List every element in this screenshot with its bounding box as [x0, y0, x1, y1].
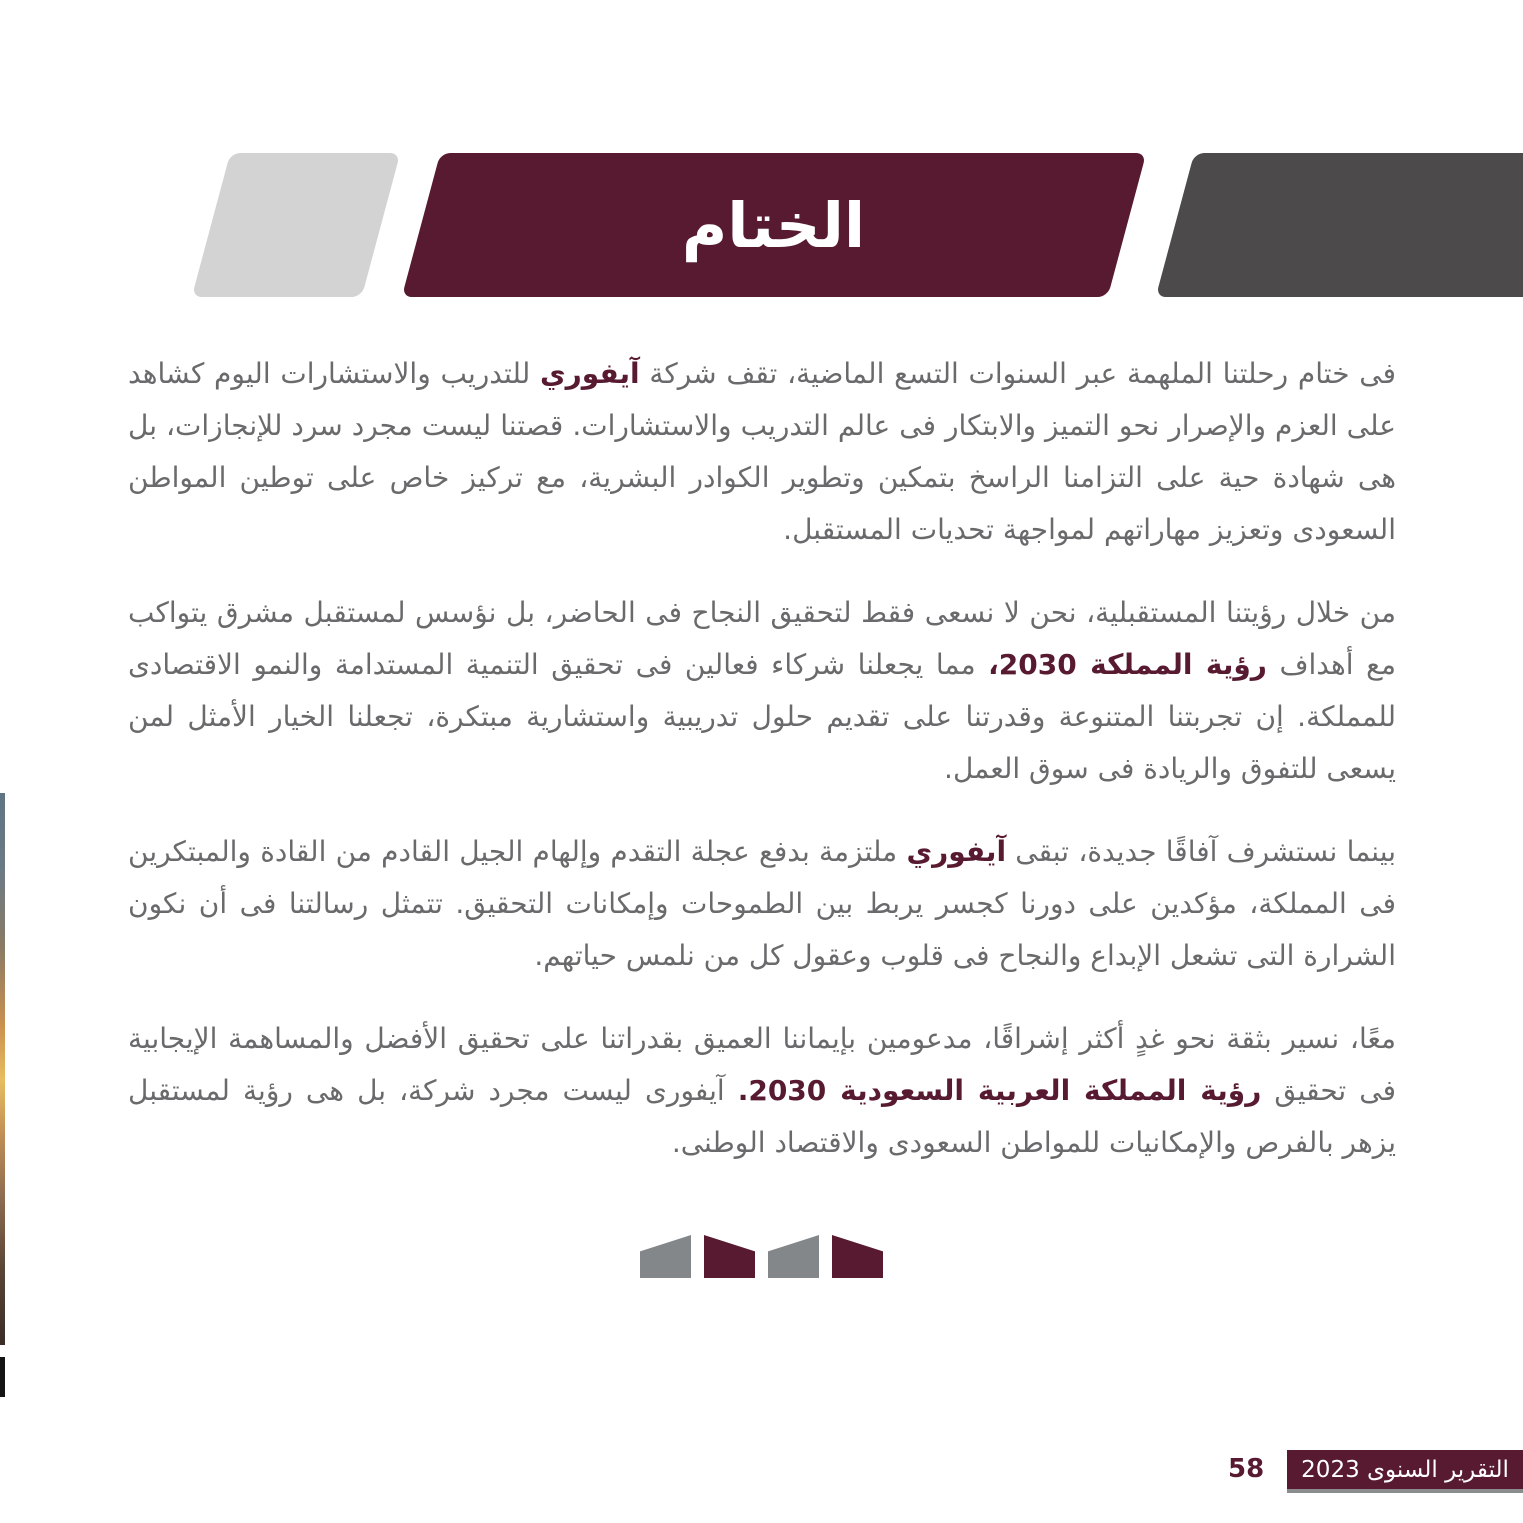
section-title: الختام — [682, 188, 866, 262]
decor-shape-maroon — [704, 1235, 755, 1278]
body-text-run: فى ختام رحلتنا الملهمة عبر السنوات التسع الماضية، تقف شركة — [639, 357, 1396, 390]
paragraph — [128, 348, 1396, 556]
highlighted-text: آيفوري — [540, 357, 640, 390]
highlighted-text: رؤية المملكة العربية السعودية 2030. — [737, 1074, 1262, 1107]
footer-report-bar — [1287, 1450, 1523, 1489]
body-text-run: بينما نستشرف آفاقًا جديدة، تبقى — [1006, 835, 1396, 868]
body-text-run: ملتزمة بدفع عجلة التقدم وإلهام الجيل القادم من القادة والمبتكرين فى المملكة، مؤكدين على دورنا كجسر يربط بين الطموحات وإمكانات التحقيق. تتمثل رسالتنا فى أن نكون الشرارة التى تشعل الإبداع والنجاح فى قلوب وعقول كل من نلمس حياتهم. — [128, 835, 1396, 972]
body-text-run: من خلال رؤيتنا المستقبلية، نحن لا نسعى فقط لتحقيق النجاح فى الحاضر، بل نؤسس لمستقبل مشرق يتواكب مع أهداف — [128, 596, 1396, 681]
body-text-run: مما يجعلنا شركاء فعالين فى تحقيق التنمية المستدامة والنمو الاقتصادى للمملكة. إن تجربتنا المتنوعة وقدرتنا على تقديم حلول تدريبية واستشارية مبتكرة، تجعلنا الخيار الأمثل لمن يسعى للتفوق والريادة فى سوق العمل. — [128, 648, 1396, 785]
header-decor-dark-parallelogram — [1156, 153, 1523, 297]
left-edge-black-sliver — [0, 1357, 5, 1397]
decor-shape-maroon — [832, 1235, 883, 1278]
footer-bar-shadow — [1287, 1489, 1523, 1493]
highlighted-text: رؤية المملكة 2030، — [988, 648, 1267, 681]
paragraph — [128, 826, 1396, 982]
decor-shapes-row — [640, 1235, 883, 1278]
page-number: 58 — [1228, 1454, 1265, 1484]
highlighted-text: آيفوري — [906, 835, 1007, 868]
decor-shape-gray — [768, 1235, 819, 1278]
left-edge-image-sliver — [0, 793, 5, 1345]
body-text-run: آيفورى ليست مجرد شركة، بل هى رؤية لمستقبل يزهر بالفرص والإمكانيات للمواطن السعودى والاقتصاد الوطنى. — [128, 1074, 1396, 1159]
body-text-run: للتدريب والاستشارات اليوم كشاهد على العزم والإصرار نحو التميز والابتكار فى عالم التدريب والاستشارات. قصتنا ليست مجرد سرد للإنجازات، بل هى شهادة حية على التزامنا الراسخ بتمكين وتطوير الكوادر البشرية، مع تركيز خاص على توطين المواطن السعودى وتعزيز مهاراتهم لمواجهة تحديات المستقبل. — [128, 357, 1396, 546]
footer-report-label: التقرير السنوى 2023 — [1301, 1456, 1509, 1483]
paragraph — [128, 1013, 1396, 1169]
paragraph — [128, 587, 1396, 795]
decor-shape-gray — [640, 1235, 691, 1278]
body-text-run: معًا، نسير بثقة نحو غدٍ أكثر إشراقًا، مدعومين بإيماننا العميق بقدراتنا على تحقيق الأفضل والمساهمة الإيجابية فى تحقيق — [128, 1022, 1396, 1107]
section-title-banner — [402, 153, 1147, 297]
header-decor-light-parallelogram — [192, 153, 401, 297]
body-paragraphs — [128, 348, 1396, 1200]
